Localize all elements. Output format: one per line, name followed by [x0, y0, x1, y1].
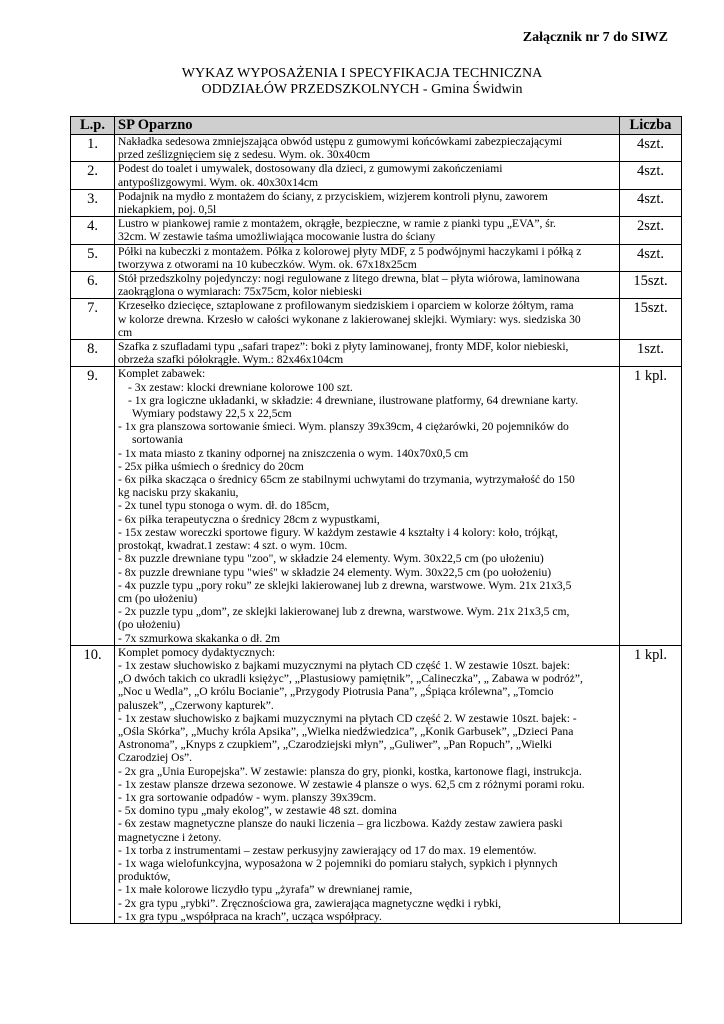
description-line: produktów,	[118, 870, 171, 884]
description-line: prostokąt, kwadrat.1 zestaw: 4 szt. o wym. 10cm.	[118, 539, 348, 553]
table-row	[71, 645, 682, 923]
description-line: cm (po ułożeniu)	[118, 591, 198, 605]
description-line: Astronoma”, „Knyps z czupkiem”, „Czarodziejski młyn”, „Guliwer”, „Pan Ropuch”, „Wielki	[118, 738, 553, 752]
description-line: Szafka z szufladami typu „safari trapez”: boki z płyty laminowanej, fronty MDF, kolor niebieski,	[118, 340, 569, 354]
table-row	[71, 367, 682, 645]
description-line: - 1x zestaw słuchowisko z bajkami muzycznymi na płytach CD część 1. W zestawie 10szt. bajek:	[118, 658, 570, 672]
description-line: - 3x zestaw: klocki drewniane kolorowe 100 szt.	[128, 380, 353, 394]
description-line: - 6x zestaw magnetyczne plansze do nauki liczenia – gra liczbowa. Każdy zestaw zawiera paski	[118, 817, 563, 831]
row-number: 6.	[71, 272, 115, 299]
description-line: 32cm. W zestawie taśma umożliwiająca mocowanie lustra do ściany	[118, 230, 436, 244]
row-quantity: 4szt.	[620, 189, 682, 216]
row-description	[115, 645, 620, 923]
row-quantity: 4szt.	[620, 162, 682, 189]
description-line: Wymiary podstawy 22,5 x 22,5cm	[132, 407, 292, 421]
description-line: przed ześlizgnięciem się z sedesu. Wym. ok. 30x40cm	[118, 148, 371, 162]
header-lp: L.p.	[71, 117, 115, 135]
description-line: niekapkiem, poj. 0,5l	[118, 203, 217, 217]
description-line: (po ułożeniu)	[118, 618, 181, 632]
description-line: obrzeża szafki półokrągłe. Wym.: 82x46x104cm	[118, 353, 344, 367]
row-quantity: 4szt.	[620, 135, 682, 162]
description-line: - 4x puzzle typu „pory roku” ze sklejki lakierowanej lub z drewna, warstwowe. Wym. 21x 21x3,5	[118, 578, 572, 592]
description-line: cm	[118, 325, 133, 339]
description-line: Lustro w piankowej ramie z montażem, okrągłe, bezpieczne, w ramie z pianki typu „EVA”, śr.	[118, 217, 556, 231]
row-number: 3.	[71, 189, 115, 216]
description-line: - 1x gra planszowa sortowanie śmieci. Wym. planszy 39x39cm, 4 ciężarówki, 20 pojemników do	[118, 420, 569, 434]
description-line: kg nacisku przy skakaniu,	[118, 486, 239, 500]
row-quantity: 15szt.	[620, 299, 682, 340]
table-row	[71, 272, 682, 299]
description-line: - 8x puzzle drewniane typu "zoo", w składzie 24 elementy. Wym. 30x22,5 cm (po ułożeniu)	[118, 552, 544, 566]
annex-label: Załącznik nr 7 do SIWZ	[522, 30, 668, 45]
description-line: sortowania	[132, 433, 183, 447]
description-line: Półki na kubeczki z montażem. Półka z kolorowej płyty MDF, z 5 podwójnymi haczykami i półką z	[118, 244, 582, 258]
table-body	[71, 135, 682, 924]
row-quantity: 1 kpl.	[620, 367, 682, 645]
description-line: - 2x puzzle typu „dom”, ze sklejki lakierowanej lub z drewna, warstwowe. Wym. 21x 21x3,5 cm,	[118, 605, 570, 619]
row-description	[115, 189, 620, 216]
row-number: 2.	[71, 162, 115, 189]
description-line: - 8x puzzle drewniane typu "wieś" w składzie 24 elementy. Wym. 30x22,5 cm (po uołożeniu)	[118, 565, 552, 579]
description-line: - 2x tunel typu stonoga o wym. dł. do 185cm,	[118, 499, 330, 513]
row-quantity: 1 kpl.	[620, 645, 682, 923]
table-row	[71, 244, 682, 271]
description-line: - 2x gra „Unia Europejska”. W zestawie: plansza do gry, pionki, kostka, kartonowe flagi, instrukcja.	[118, 764, 582, 778]
row-number: 10.	[71, 645, 115, 923]
description-line: w kolorze drewna. Krzesło w całości wykonane z lakierowanej sklejki. Wymiary: wys. siedziska 30	[118, 312, 581, 326]
description-line: - 1x zestaw plansze drzewa sezonowe. W zestawie 4 plansze o wys. 62,5 cm z różnymi porami roku.	[118, 777, 585, 791]
description-line: zaokrąglona o wymiarach: 75x75cm, kolor niebieski	[118, 285, 363, 299]
row-quantity: 1szt.	[620, 340, 682, 367]
row-description	[115, 162, 620, 189]
description-line: - 1x zestaw słuchowisko z bajkami muzycznymi na płytach CD część 2. W zestawie 10szt. bajek: -	[118, 711, 577, 725]
table-row	[71, 340, 682, 367]
description-line: magnetyczne i żetony.	[118, 830, 222, 844]
description-line: Podajnik na mydło z montażem do ściany, z przyciskiem, wizjerem kontroli płynu, zaworem	[118, 189, 548, 203]
description-line: - 1x gra typu „współpraca na krach”, ucząca współpracy.	[118, 909, 382, 923]
row-description	[115, 272, 620, 299]
table-row	[71, 299, 682, 340]
row-description	[115, 340, 620, 367]
row-description	[115, 244, 620, 271]
row-number: 1.	[71, 135, 115, 162]
description-line: Nakładka sedesowa zmniejszająca obwód ustępu z gumowymi końcówkami zabezpieczającymi	[118, 135, 563, 148]
description-line: antypoślizgowymi. Wym. ok. 40x30x14cm	[118, 175, 319, 189]
description-line: Podest do toalet i umywalek, dostosowany dla dzieci, z gumowymi zakończeniami	[118, 162, 503, 176]
table-header-row	[71, 117, 682, 135]
row-description	[115, 217, 620, 244]
description-line: - 6x piłka skacząca o średnicy 65cm ze stabilnymi uchwytami do trzymania, wytrzymałość do 150	[118, 473, 575, 487]
row-number: 8.	[71, 340, 115, 367]
description-line: Komplet zabawek:	[118, 367, 206, 381]
table-row	[71, 135, 682, 162]
description-line: - 6x piłka terapeutyczna o średnicy 28cm z wypustkami,	[118, 512, 380, 526]
row-quantity: 15szt.	[620, 272, 682, 299]
row-number: 5.	[71, 244, 115, 271]
document-title	[0, 66, 724, 98]
header-quantity: Liczba	[620, 117, 682, 135]
row-description	[115, 367, 620, 645]
description-line: Czarodziej Os”.	[118, 751, 193, 765]
description-line: - 1x gra sortowanie odpadów - wym. planszy 39x39cm.	[118, 790, 377, 804]
description-line: - 25x piłka uśmiech o średnicy do 20cm	[118, 459, 304, 473]
table-row	[71, 217, 682, 244]
row-number: 4.	[71, 217, 115, 244]
description-line: - 2x gra typu „rybki”. Zręcznościowa gra, zawierająca magnetyczne wędki i rybki,	[118, 896, 502, 910]
description-line: tworzywa z otworami na 10 kubeczków. Wym. ok. 67x18x25cm	[118, 257, 417, 271]
description-line: - 15x zestaw woreczki sportowe figury. W każdym zestawie 4 kształty i 4 kolory: koło, trójkąt,	[118, 525, 558, 539]
description-line: - 1x mata miasto z tkaniny odpornej na zniszczenia o wym. 140x70x0,5 cm	[118, 446, 469, 460]
description-line: paluszek”, „Czerwony kapturek”.	[118, 698, 274, 712]
description-line: Komplet pomocy dydaktycznych:	[118, 645, 276, 659]
description-line: - 5x domino typu „mały ekolog”, w zestawie 48 szt. domina	[118, 804, 397, 818]
description-line: - 1x gra logiczne układanki, w składzie: 4 drewniane, ilustrowane platformy, 64 drewniane karty.	[128, 393, 579, 407]
table-row	[71, 189, 682, 216]
row-quantity: 4szt.	[620, 244, 682, 271]
equipment-table	[70, 116, 682, 924]
row-quantity: 2szt.	[620, 217, 682, 244]
description-line: Krzesełko dziecięce, sztaplowane z profilowanym siedziskiem i oparciem w kolorze żółtym, rama	[118, 299, 574, 313]
description-line: - 1x torba z instrumentami – zestaw perkusyjny zawierający od 17 do max. 19 elementów.	[118, 843, 537, 857]
description-line: „O dwóch takich co ukradli księżyc”, „Plastusiowy pamiętnik”, „Calineczka”, „ Zabawa w podróż”,	[118, 672, 583, 686]
description-line: „Ośla Skórka”, „Muchy króla Apsika”, „Wielka niedźwiedzica”, „Konik Garbusek”, „Dzieci Pana	[118, 724, 574, 738]
description-line: - 1x waga wielofunkcyjna, wyposażona w 2 pojemniki do pomiaru stałych, sypkich i płynnych	[118, 856, 558, 870]
table-row	[71, 162, 682, 189]
description-line: „Noc u Wedla”, „O królu Bocianie”, „Przygody Piotrusia Pana”, „Śpiąca królewna”, „Tomcio	[118, 685, 554, 699]
description-line: - 1x małe kolorowe liczydło typu „żyrafa” w drewnianej ramie,	[118, 883, 413, 897]
header-school-name: SP Oparzno	[115, 117, 620, 135]
title-line-2: ODDZIAŁÓW PRZEDSZKOLNYCH - Gmina Świdwin	[201, 82, 523, 97]
row-description	[115, 135, 620, 162]
row-description	[115, 299, 620, 340]
row-number: 7.	[71, 299, 115, 340]
description-line: Stół przedszkolny pojedynczy: nogi regulowane z litego drewna, blat – płyta wiórowa, laminowana	[118, 272, 580, 286]
title-line-1: WYKAZ WYPOSAŻENIA I SPECYFIKACJA TECHNICZNA	[181, 66, 543, 81]
description-line: - 7x szmurkowa skakanka o dł. 2m	[118, 631, 280, 645]
row-number: 9.	[71, 367, 115, 645]
